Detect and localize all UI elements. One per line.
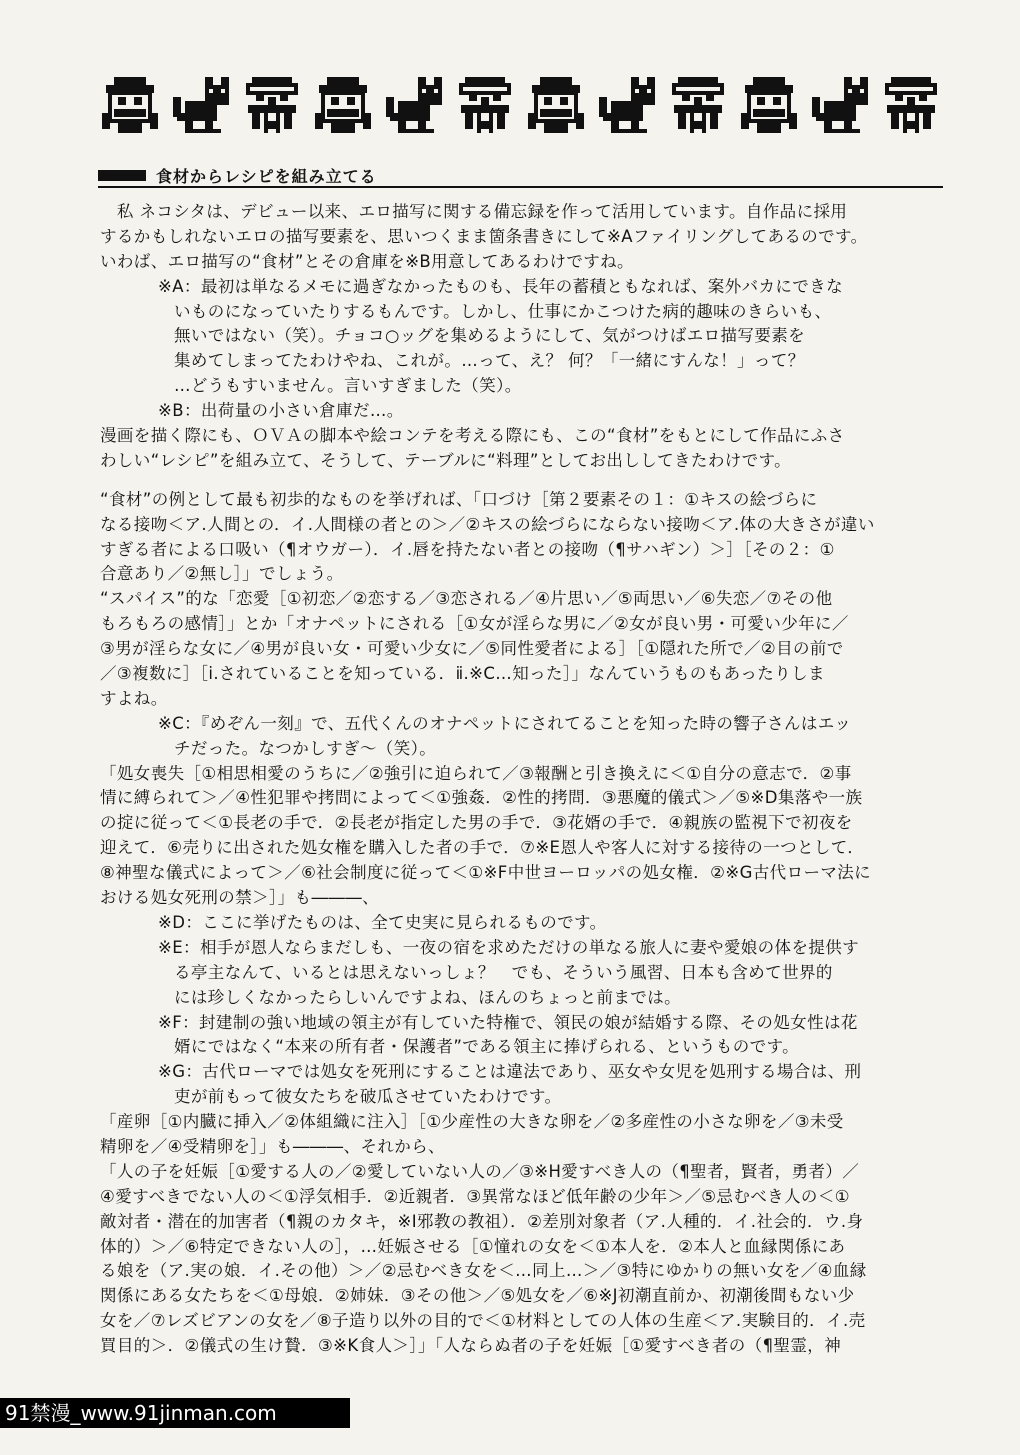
text-line: 婿にではなく“本来の所有者・保護者”である領主に捧げられる、というものです。 [174, 1037, 799, 1057]
text-line: チだった。なつかしすぎ～（笑）。 [174, 738, 437, 758]
text-line: 吏が前もって彼女たちを破瓜させていたわけです。 [174, 1087, 562, 1107]
cat-silhouette-icon [595, 73, 659, 137]
text-line: ※C：『めぞん一刻』で、五代くんのオナペットにされてることを知った時の響子さんはエッ [158, 713, 852, 733]
text-line: 精卵を／④受精卵を］」も―――、それから、 [100, 1136, 445, 1156]
text-line: いわば、エロ描写の“食材”とその倉庫を※B用意してあるわけですね。 [100, 251, 634, 271]
cat-silhouette-icon [382, 73, 446, 137]
text-line: おける処女死刑の禁＞］」も―――、 [100, 888, 380, 908]
text-line: すよね。 [100, 688, 168, 708]
body-text [100, 200, 945, 1359]
text-line: …どうもすいません。言いすぎました（笑）。 [174, 376, 522, 396]
text-line: いものになっていたりするもんです。しかし、仕事にかこつけた病的趣味のきらいも、 [174, 301, 832, 321]
text-line: には珍しくなかったらしいんですよね、ほんのちょっと前までは。 [174, 987, 681, 1007]
text-line: 無いではない（笑）。チョコ○ッグを集めるようにして、気がつけばエロ描写要素を [174, 326, 806, 346]
text-line: ／③複数に］［ⅰ.されていることを知っている．ⅱ.※C…知った］」なんていうものもあったりしま [100, 664, 825, 684]
section-title: 食材からレシピを組み立てる [156, 167, 377, 186]
text-line: わしい“レシピ”を組み立て、そうして、テーブルに“料理”としてお出ししてきたわけです。 [100, 450, 792, 470]
text-line: 敵対者・潜在的加害者（¶親のカタキ，※I邪教の教祖）．②差別対象者（ア.人種的．イ.社会的．ウ.身 [100, 1211, 864, 1231]
text-line: 合意あり／②無し］」でしょう。 [100, 564, 344, 584]
text-line: ※B：出荷量の小さい倉庫だ…。 [158, 401, 404, 421]
bearded-face-icon [879, 73, 943, 137]
text-line: 私 ネコシタは、デビュー以来、エロ描写に関する備忘録を作って活用しています。自作品に採用 [100, 202, 848, 221]
text-line: 情に縛られて＞／④性犯罪や拷問によって＜①強姦．②性的拷問．③悪魔的儀式＞／⑤※D集落や一族 [100, 788, 863, 808]
text-line: る娘を（ア.実の娘．イ.その他）＞／②忌むべき女を＜…同上…＞／③特にゆかりの無い女を／④血縁 [100, 1261, 867, 1281]
text-line: 体的）＞／⑥特定できない人の］，…妊娠させる［①憧れの女を＜①本人を．②本人と血縁関係にあ [100, 1236, 846, 1256]
text-line: するかもしれないエロの描写要素を、思いつくまま箇条書きにして※Aファイリングしてあるのです。 [100, 226, 868, 246]
text-line: なる接吻＜ア.人間との．イ.人間様の者との＞／②キスの絵づらにならない接吻＜ア.体の大きさが違い [100, 514, 875, 534]
text-line: ※E：相手が恩人ならまだしも、一夜の宿を求めただけの単なる旅人に妻や愛娘の体を提供す [158, 937, 860, 957]
text-line: 「人の子を妊娠［①愛する人の／②愛していない人の／③※H愛すべき人の（¶聖者，賢者，勇者）／ [100, 1161, 860, 1181]
text-line: ※G：古代ローマでは処女を死刑にすることは違法であり、巫女や女児を処刑する場合は、刑 [158, 1062, 862, 1082]
text-line: 買目的＞．②儀式の生け贄．③※K食人＞］」「人ならぬ者の子を妊娠［①愛すべき者の（¶聖霊，神 [100, 1336, 842, 1356]
text-line: “スパイス”的な「恋愛［①初恋／②恋する／③恋される／④片思い／⑤両思い／⑥失恋／⑦その他 [100, 589, 833, 609]
text-line: る亭主なんて、いるとは思えないっしょ？ でも、そういう風習、日本も含めて世界的 [174, 962, 833, 982]
text-line: 迎えて．⑥売りに出された処女権を購入した者の手で．⑦※E恩人や客人に対する接待の一つとして． [100, 838, 865, 858]
text-line: “食材”の例として最も初歩的なものを挙げれば、「口づけ［第２要素その１：①キスの絵づらに [100, 489, 818, 509]
section-header [98, 163, 943, 189]
text-line: ⑧神聖な儀式によって＞／⑥社会制度に従って＜①※F中世ヨーロッパの処女権．②※G古代ローマ法に [100, 863, 872, 883]
site-watermark: 91禁漫_www.91jinman.com [0, 1398, 350, 1428]
text-line: 「処女喪失［①相思相愛のうちに／②強引に迫られて／③報酬と引き換えに＜①自分の意志で．②事 [100, 763, 852, 783]
text-line: ※D：ここに挙げたものは、全て史実に見られるものです。 [158, 912, 607, 932]
text-line: 集めてしまってたわけやね、これが。…って、え？ 何？「一緒にすんな！」って？ [174, 351, 805, 371]
mario-face-icon [98, 73, 162, 137]
text-line: 女を／⑦レズビアンの女を／⑧子造り以外の目的で＜①材料としての人体の生産＜ア.実験目的．イ.売 [100, 1311, 866, 1331]
section-rule [98, 186, 943, 188]
mario-face-icon [524, 73, 588, 137]
text-line: 漫画を描く際にも、ＯＶＡの脚本や絵コンテを考える際にも、この“食材”をもとにして作品にふさ [100, 426, 845, 446]
section-marker-bar [98, 170, 146, 181]
mario-face-icon [737, 73, 801, 137]
text-line: 「産卵［①内臓に挿入／②体組織に注入］［①少産性の大きな卵を／②多産性の小さな卵を／③未受 [100, 1112, 844, 1132]
text-line: すぎる者による口吸い（¶オウガー）．イ.唇を持たない者との接吻（¶サハギン）＞］［その２：① [100, 539, 835, 559]
text-line: ④愛すべきでない人の＜①浮気相手．②近親者．③異常なほど低年齢の少年＞／⑤忌むべき人の＜① [100, 1186, 850, 1206]
text-line: ※A：最初は単なるメモに過ぎなかったものも、長年の蓄積ともなれば、案外バカにできな [158, 276, 844, 296]
cat-silhouette-icon [169, 73, 233, 137]
text-line: ※F：封建制の強い地域の領主が有していた特権で、領民の娘が結婚する際、その処女性は花 [158, 1012, 858, 1032]
cat-silhouette-icon [808, 73, 872, 137]
bearded-face-icon [453, 73, 517, 137]
text-line: ③男が淫らな女に／④男が良い女・可愛い少女に／⑤同性愛者による］［①隠れた所で／②目の前で [100, 639, 844, 659]
text-line: の掟に従って＜①長老の手で．②長老が指定した男の手で．③花婿の手で．④親族の監視下で初夜を [100, 813, 853, 833]
bearded-face-icon [240, 73, 304, 137]
bearded-face-icon [666, 73, 730, 137]
text-line: もろもろの感情］」とか「オナペットにされる［①女が淫らな男に／②女が良い男・可愛い少年に／ [100, 614, 849, 634]
decorative-banner [98, 72, 943, 138]
mario-face-icon [311, 73, 375, 137]
text-line: 関係にある女たちを＜①母娘．②姉妹．③その他＞／⑤処女を／⑥※J初潮直前か、初潮後間もない少 [100, 1286, 855, 1306]
text-line [100, 474, 945, 488]
